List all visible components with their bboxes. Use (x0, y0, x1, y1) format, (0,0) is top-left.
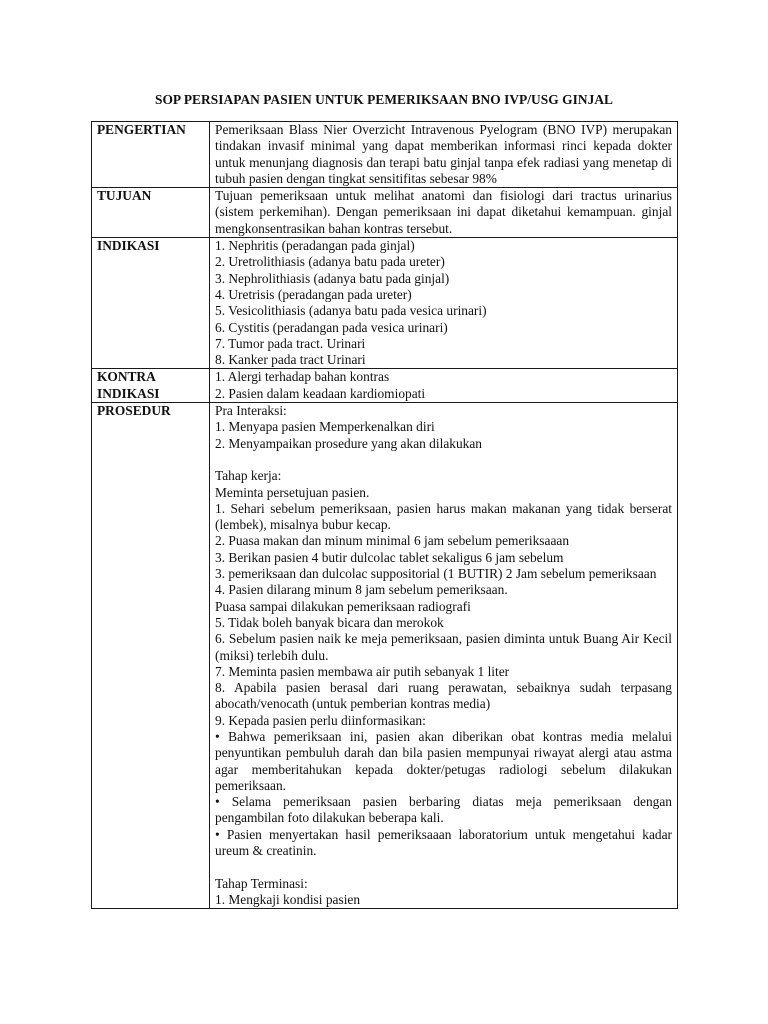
list-item: • Selama pemeriksaan pasien berbaring diatas meja pemeriksaan dengan pengambilan foto dilakukan beberapa kali. (215, 794, 672, 826)
list-item: 1. Alergi terhadap bahan kontras (215, 369, 390, 385)
list-item: 3. Berikan pasien 4 butir dulcolac tablet sekaligus 6 jam sebelum (215, 549, 564, 565)
list-item: 5. Tidak boleh banyak bicara dan merokok (215, 614, 444, 630)
label-indikasi: INDIKASI (92, 238, 210, 369)
list-item: 1. Nephritis (peradangan pada ginjal) (215, 238, 415, 254)
section-heading-pra-interaksi: Pra Interaksi: (215, 403, 287, 419)
section-heading-tahap-terminasi: Tahap Terminasi: (215, 875, 308, 891)
list-item: 1. Mengkaji kondisi pasien (215, 891, 361, 907)
label-prosedur: PROSEDUR (92, 403, 210, 909)
list-item: 4. Uretrisis (peradangan pada ureter) (215, 286, 412, 302)
list-item: 9. Kepada pasien perlu diinformasikan: (215, 712, 426, 728)
content-kontra-indikasi (210, 369, 678, 403)
list-item: Meminta persetujuan pasien. (215, 484, 370, 500)
list-item: 8. Kanker pada tract Urinari (215, 352, 366, 368)
list-item: • Bahwa pemeriksaan ini, pasien akan diberikan obat kontras media melalui penyuntikan pembuluh darah dan bila pasien mempunyai riwayat alergi atau astma agar memberitahukan kepada dokter/petugas radiologi sebelum dilakukan pemeriksaan. (215, 728, 672, 793)
label-pengertian: PENGERTIAN (92, 122, 210, 188)
list-item: 1. Sehari sebelum pemeriksaan, pasien harus makan makanan yang tidak berserat (lembek), misalnya bubur kecap. (215, 500, 672, 533)
list-item: 2. Menyampaikan prosedure yang akan dilakukan (215, 435, 482, 451)
list-item: 1. Menyapa pasien Memperkenalkan diri (215, 419, 435, 435)
row-indikasi (92, 238, 678, 369)
label-kontra-indikasi (92, 369, 210, 403)
spacer (215, 452, 672, 468)
list-item: 2. Puasa makan dan minum minimal 6 jam sebelum pemeriksaaan (215, 533, 570, 549)
row-tujuan (92, 188, 678, 238)
list-item: 7. Meminta pasien membawa air putih sebanyak 1 liter (215, 663, 510, 679)
row-pengertian (92, 122, 678, 188)
list-item: 3. pemeriksaan dan dulcolac suppositorial (1 BUTIR) 2 Jam sebelum pemeriksaan (215, 566, 657, 582)
row-kontra-indikasi (92, 369, 678, 403)
list-item: 6. Sebelum pasien naik ke meja pemeriksaan, pasien diminta untuk Buang Air Kecil (miksi) terlebih dulu. (215, 631, 672, 663)
list-item: 2. Pasien dalam keadaan kardiomiopati (215, 385, 426, 401)
content-pengertian: Pemeriksaan Blass Nier Overzicht Intravenous Pyelogram (BNO IVP) merupakan tindakan invasif minimal yang dapat memberikan informasi rinci kepada dokter untuk menunjang diagnosis dan terapi batu ginjal tanpa efek radiasi yang menetap di tubuh pasien dengan tingkat sensitifitas sebesar 98% (210, 122, 678, 188)
section-heading-tahap-kerja: Tahap kerja: (215, 468, 282, 484)
list-item: 8. Apabila pasien berasal dari ruang perawatan, sebaiknya sudah terpasang abocath/venocath (untuk pemberian kontras media) (215, 680, 672, 712)
list-item: 2. Uretrolithiasis (adanya batu pada ureter) (215, 254, 445, 270)
content-indikasi (210, 238, 678, 369)
content-prosedur (210, 403, 678, 909)
list-item: 6. Cystitis (peradangan pada vesica urinari) (215, 319, 448, 335)
sop-table (91, 121, 678, 909)
list-item: 4. Pasien dilarang minum 8 jam sebelum pemeriksaan. (215, 582, 508, 598)
list-item: • Pasien menyertakan hasil pemeriksaaan laboratorium untuk mengetahui kadar ureum & creatinin. (215, 826, 672, 859)
label-tujuan: TUJUAN (92, 188, 210, 238)
label-indikasi-line: INDIKASI (97, 385, 160, 401)
page-title: SOP PERSIAPAN PASIEN UNTUK PEMERIKSAAN BNO IVP/USG GINJAL (154, 92, 614, 107)
content-tujuan: Tujuan pemeriksaan untuk melihat anatomi dan fisiologi dari tractus urinarius (sistem perkemihan). Dengan pemeriksaan ini dapat diketahui kemampuan. ginjal mengkonsentrasikan bahan kontras tersebut. (210, 188, 678, 238)
label-kontra-line: KONTRA (97, 369, 156, 385)
list-item: 5. Vesicolithiasis (adanya batu pada vesica urinari) (215, 303, 487, 319)
list-item: 7. Tumor pada tract. Urinari (215, 335, 366, 351)
list-item: Puasa sampai dilakukan pemeriksaan radiografi (215, 598, 471, 614)
spacer (215, 859, 672, 875)
row-prosedur (92, 403, 678, 909)
list-item: 3. Nephrolithiasis (adanya batu pada ginjal) (215, 270, 450, 286)
